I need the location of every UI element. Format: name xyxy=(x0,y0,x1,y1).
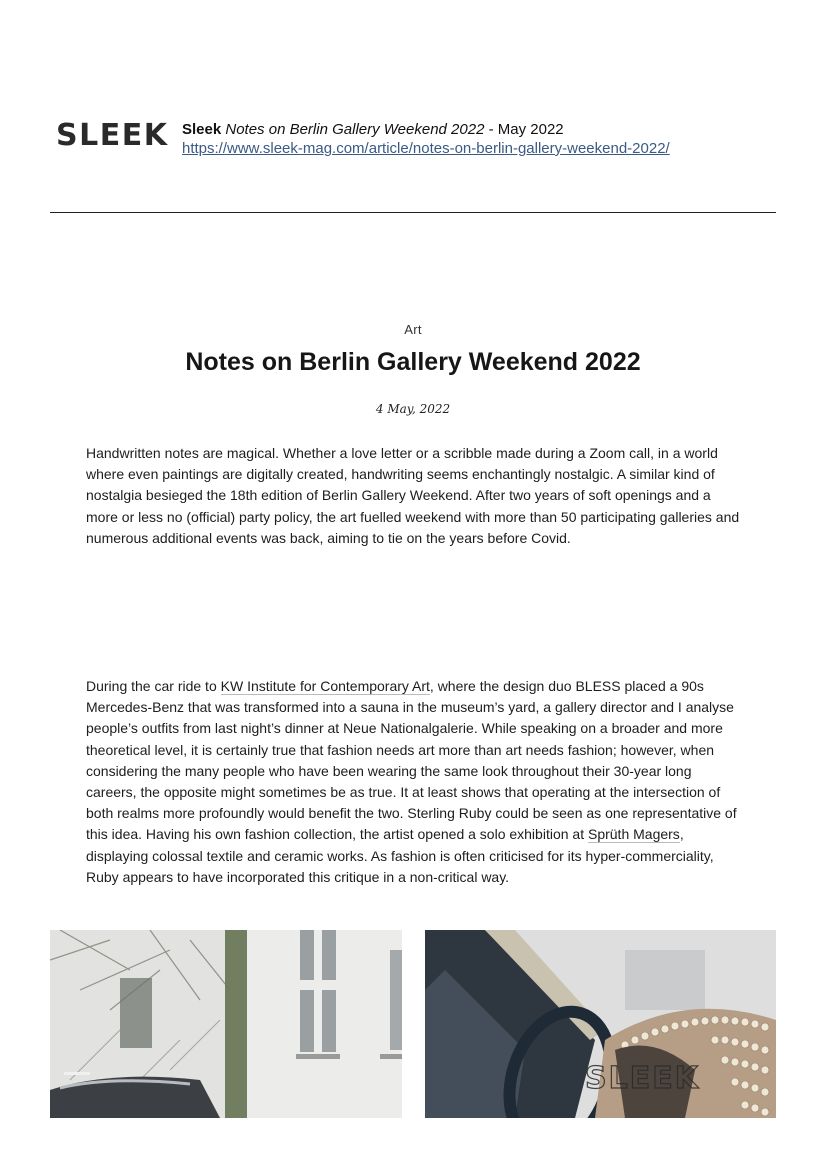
sleek-logo: SLEEK xyxy=(56,118,169,153)
kw-institute-link[interactable]: KW Institute for Contemporary Art xyxy=(220,678,430,694)
article-category[interactable]: Art xyxy=(404,322,422,337)
article-paragraph xyxy=(86,676,742,888)
citation-date: - May 2022 xyxy=(484,121,564,138)
paragraph-text: , displaying colossal textile and ceramic works. As fashion is often criticised for its hyper-commerciality, Ruby appears to have incorporated this critique in a non-critical way. xyxy=(86,826,714,885)
car-interior-photo xyxy=(425,930,776,1118)
citation-line xyxy=(182,120,670,139)
header-divider xyxy=(50,212,776,213)
image-watermark: SLEEK xyxy=(585,1061,700,1096)
paragraph-text: , where the design duo BLESS placed a 90s Mercedes-Benz that was transformed into a sauna in the museum’s yard, a gallery director and I analyse people’s outfits from last night’s dinner at Neue Nationalgalerie. While speaking on a broader and more theoretical level, it is certainly true that fashion needs art more than art needs fashion; however, when considering the many people who have been wearing the same look throughout their 30-year long careers, the opposite might sometimes be as true. It at least shows that operating at the intersection of both realms more profoundly would benefit the two. Sterling Ruby could be seen as one representative of this idea. Having his own fashion collection, the artist opened a solo exhibition at xyxy=(86,678,737,843)
article-title: Notes on Berlin Gallery Weekend 2022 xyxy=(185,348,641,376)
paragraph-text: During the car ride to xyxy=(86,678,221,694)
publication-name: Sleek xyxy=(182,121,222,138)
citation xyxy=(182,120,670,158)
article-date: 4 May, 2022 xyxy=(375,402,451,416)
spruth-magers-link[interactable]: Sprüth Magers xyxy=(587,826,680,843)
citation-article-title: Notes on Berlin Gallery Weekend 2022 xyxy=(225,121,485,138)
building-photo xyxy=(50,930,402,1118)
article-url-link[interactable]: https://www.sleek-mag.com/article/notes-on-berlin-gallery-weekend-2022/ xyxy=(182,140,670,157)
article-paragraph: Handwritten notes are magical. Whether a love letter or a scribble made during a Zoom call, in a world where even paintings are digitally created, handwriting seems enchantingly nostalgic. A similar kind of nostalgia besieged the 18th edition of Berlin Gallery Weekend. After two years of soft openings and a more or less no (official) party policy, the art fuelled weekend with more than 50 participating galleries and numerous additional events was back, aiming to tie on the years before Covid. xyxy=(86,445,740,546)
